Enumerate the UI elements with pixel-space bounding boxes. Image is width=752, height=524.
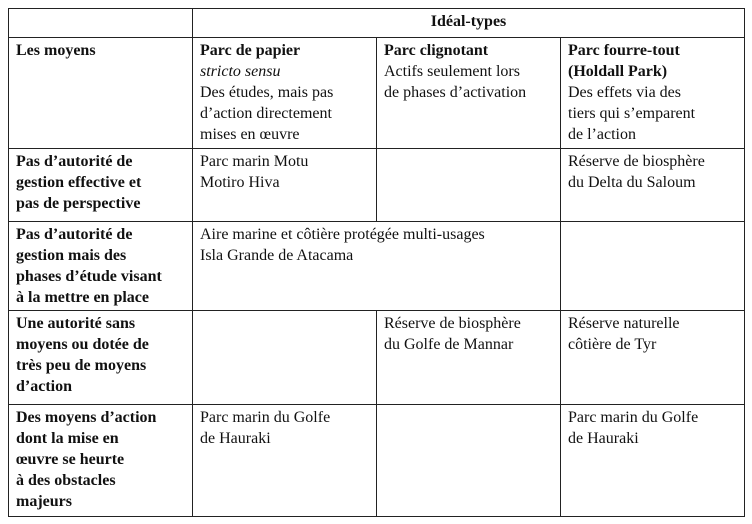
row-label-line: phases d’étude visant xyxy=(16,268,162,285)
cell-line: Parc marin Motu xyxy=(200,153,309,170)
table-row xyxy=(9,405,745,517)
header-row-ideal-types xyxy=(9,9,745,38)
column-title: (Holdall Park) xyxy=(568,63,668,80)
column-description-line: Actifs seulement lors xyxy=(384,63,520,80)
header-row-columns xyxy=(9,38,745,149)
table-cell xyxy=(561,149,745,222)
ideal-types-header xyxy=(193,9,745,38)
table-cell xyxy=(561,405,745,517)
row-label-cell xyxy=(9,405,193,517)
row-label-line: gestion effective et xyxy=(16,174,142,191)
column-subtitle: stricto sensu xyxy=(200,63,281,80)
row-label-line: gestion mais des xyxy=(16,247,127,264)
ideal-types-label: Idéal-types xyxy=(430,13,507,30)
row-label-line: dont la mise en xyxy=(16,430,119,447)
cell-line: côtière de Tyr xyxy=(568,336,657,353)
cell-line: Réserve de biosphère xyxy=(568,153,705,170)
table-cell xyxy=(561,311,745,405)
means-label: Les moyens xyxy=(16,42,96,59)
row-label-line: majeurs xyxy=(16,493,72,510)
row-label-line: pas de perspective xyxy=(16,195,141,212)
row-label-line: très peu de moyens xyxy=(16,357,147,374)
cell-line: du Delta du Saloum xyxy=(568,174,696,191)
cell-line: Parc marin du Golfe xyxy=(200,409,331,426)
column-description-line: de l’action xyxy=(568,126,636,143)
row-label-line: Pas d’autorité de xyxy=(16,226,133,243)
column-header-paper-park xyxy=(193,38,377,149)
cell-line: de Hauraki xyxy=(200,430,271,447)
means-header-cell xyxy=(9,38,193,149)
table-cell xyxy=(193,405,377,517)
ideal-types-table xyxy=(8,8,745,517)
row-label-line: Des moyens d’action xyxy=(16,409,157,426)
column-title: Parc fourre-tout xyxy=(568,42,680,59)
column-description-line: Des effets via des xyxy=(568,84,681,101)
column-description-line: mises en œuvre xyxy=(200,126,300,143)
row-label-line: à des obstacles xyxy=(16,472,116,489)
table-row xyxy=(9,149,745,222)
table-row xyxy=(9,222,745,311)
cell-line: de Hauraki xyxy=(568,430,639,447)
table-cell xyxy=(193,149,377,222)
column-header-holdall-park xyxy=(561,38,745,149)
cell-line: Isla Grande de Atacama xyxy=(200,247,354,264)
empty-cell xyxy=(377,149,561,222)
empty-corner-cell xyxy=(9,9,193,38)
cell-line: Motiro Hiva xyxy=(200,174,280,191)
column-title: Parc clignotant xyxy=(384,42,489,59)
row-label-cell xyxy=(9,311,193,405)
row-label-line: moyens ou dotée de xyxy=(16,336,149,353)
row-label-cell xyxy=(9,222,193,311)
column-description-line: de phases d’activation xyxy=(384,84,527,101)
empty-cell xyxy=(377,405,561,517)
column-title: Parc de papier xyxy=(200,42,301,59)
row-label-cell xyxy=(9,149,193,222)
empty-cell xyxy=(193,311,377,405)
row-label-line: œuvre se heurte xyxy=(16,451,125,468)
row-label-line: Une autorité sans xyxy=(16,315,136,332)
merged-cell xyxy=(193,222,561,311)
row-label-line: d’action xyxy=(16,378,72,395)
row-label-line: Pas d’autorité de xyxy=(16,153,133,170)
row-label-line: à la mettre en place xyxy=(16,289,149,306)
empty-cell xyxy=(561,222,745,311)
column-header-blinking-park xyxy=(377,38,561,149)
column-description-line: tiers qui s’emparent xyxy=(568,105,696,122)
cell-line: Parc marin du Golfe xyxy=(568,409,699,426)
table-cell xyxy=(377,311,561,405)
cell-line: du Golfe de Mannar xyxy=(384,336,514,353)
cell-line: Aire marine et côtière protégée multi-usages xyxy=(200,226,485,243)
cell-line: Réserve naturelle xyxy=(568,315,680,332)
column-description-line: Des études, mais pas xyxy=(200,84,334,101)
column-description-line: d’action directement xyxy=(200,105,332,122)
table-row xyxy=(9,311,745,405)
cell-line: Réserve de biosphère xyxy=(384,315,521,332)
